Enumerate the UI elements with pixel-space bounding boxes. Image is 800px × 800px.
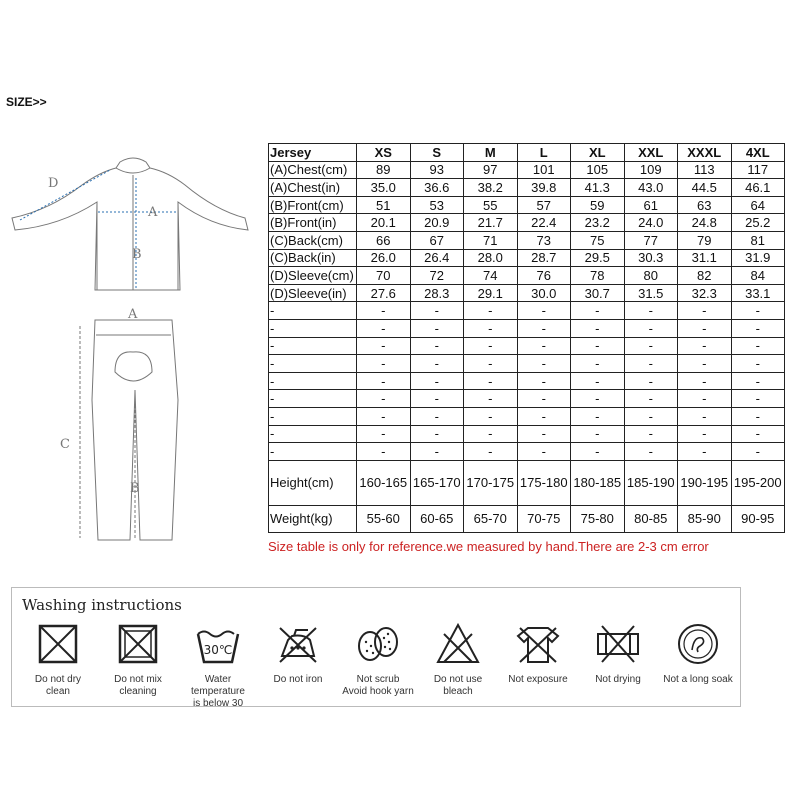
jersey-measure-lines	[20, 170, 178, 288]
table-cell: -	[678, 425, 732, 443]
table-cell: -	[731, 407, 785, 425]
table-cell: -	[410, 355, 464, 373]
table-cell: -	[357, 302, 411, 320]
table-cell: 30.3	[624, 249, 678, 267]
washing-item	[258, 618, 338, 686]
table-cell: -	[357, 443, 411, 461]
table-cell: -	[571, 337, 625, 355]
table-cell: -	[571, 425, 625, 443]
table-cell: 80-85	[624, 505, 678, 532]
table-cell: -	[624, 372, 678, 390]
table-cell: -	[678, 443, 732, 461]
table-cell: 31.1	[678, 249, 732, 267]
no-drying-icon	[594, 620, 642, 668]
table-cell: -	[517, 390, 571, 408]
height-row	[269, 460, 785, 505]
table-row	[269, 179, 785, 197]
table-cell: 72	[410, 267, 464, 285]
table-cell: 79	[678, 231, 732, 249]
table-cell: 70	[357, 267, 411, 285]
washing-item	[18, 618, 98, 698]
table-cell: 24.0	[624, 214, 678, 232]
table-cell: 73	[517, 231, 571, 249]
header-size: M	[464, 144, 518, 162]
row-label: -	[269, 407, 357, 425]
table-cell: -	[731, 337, 785, 355]
table-cell: 74	[464, 267, 518, 285]
table-cell: 90-95	[731, 505, 785, 532]
row-label: (A)Chest(in)	[269, 179, 357, 197]
table-row	[269, 249, 785, 267]
table-cell: -	[624, 319, 678, 337]
header-size: XL	[571, 144, 625, 162]
table-cell: 38.2	[464, 179, 518, 197]
row-label: (C)Back(cm)	[269, 231, 357, 249]
row-label: (B)Front(cm)	[269, 196, 357, 214]
table-cell: -	[678, 372, 732, 390]
table-cell: 41.3	[571, 179, 625, 197]
table-cell: 117	[731, 161, 785, 179]
table-cell: 61	[624, 196, 678, 214]
table-cell: -	[678, 337, 732, 355]
table-cell: 170-175	[464, 460, 518, 505]
table-cell: 28.0	[464, 249, 518, 267]
row-label: Weight(kg)	[269, 505, 357, 532]
table-cell: 75	[571, 231, 625, 249]
washing-item	[658, 618, 738, 686]
table-cell: 36.6	[410, 179, 464, 197]
table-cell: -	[464, 390, 518, 408]
table-cell: 28.7	[517, 249, 571, 267]
header-size: XS	[357, 144, 411, 162]
table-cell: -	[464, 355, 518, 373]
table-cell: 21.7	[464, 214, 518, 232]
table-cell: -	[464, 425, 518, 443]
table-cell: 60-65	[410, 505, 464, 532]
table-cell: 23.2	[571, 214, 625, 232]
table-cell: -	[731, 302, 785, 320]
no-scrub-icon	[354, 620, 402, 668]
table-cell: 32.3	[678, 284, 732, 302]
table-cell: -	[517, 319, 571, 337]
garment-figure	[0, 140, 265, 560]
table-row	[269, 161, 785, 179]
table-cell: -	[731, 425, 785, 443]
table-cell: 26.0	[357, 249, 411, 267]
washing-label: Do not dry clean	[34, 674, 82, 697]
pants-measure-lines	[80, 326, 135, 538]
table-cell: -	[571, 355, 625, 373]
table-cell: 29.5	[571, 249, 625, 267]
table-cell: 51	[357, 196, 411, 214]
table-cell: -	[517, 355, 571, 373]
table-cell: 53	[410, 196, 464, 214]
table-cell: 195-200	[731, 460, 785, 505]
table-cell: 180-185	[571, 460, 625, 505]
table-row	[269, 425, 785, 443]
table-cell: -	[464, 372, 518, 390]
table-cell: -	[410, 425, 464, 443]
table-row	[269, 337, 785, 355]
washing-label: Not a long soak	[663, 674, 733, 685]
table-cell: 43.0	[624, 179, 678, 197]
table-cell: 55-60	[357, 505, 411, 532]
table-row	[269, 319, 785, 337]
weight-row	[269, 505, 785, 532]
washing-label: Water temperature is below 30	[191, 674, 245, 709]
table-cell: -	[624, 425, 678, 443]
table-cell: 35.0	[357, 179, 411, 197]
table-cell: -	[678, 302, 732, 320]
table-cell: -	[357, 407, 411, 425]
table-cell: -	[571, 407, 625, 425]
no-bleach-icon	[434, 620, 482, 668]
table-cell: -	[678, 319, 732, 337]
table-cell: 20.1	[357, 214, 411, 232]
table-cell: 70-75	[517, 505, 571, 532]
table-cell: 57	[517, 196, 571, 214]
table-cell: -	[731, 319, 785, 337]
table-row	[269, 196, 785, 214]
label-b: B	[132, 247, 142, 262]
table-cell: -	[624, 443, 678, 461]
label-d: D	[48, 176, 59, 191]
table-cell: -	[624, 355, 678, 373]
table-cell: -	[410, 390, 464, 408]
table-cell: 44.5	[678, 179, 732, 197]
table-cell: -	[731, 390, 785, 408]
washing-item	[578, 618, 658, 686]
table-cell: 80	[624, 267, 678, 285]
washing-item	[418, 618, 498, 698]
table-cell: -	[624, 407, 678, 425]
header-size: XXL	[624, 144, 678, 162]
table-cell: -	[517, 443, 571, 461]
table-cell: -	[464, 337, 518, 355]
washing-label: Do not iron	[273, 674, 323, 685]
header-size: S	[410, 144, 464, 162]
table-cell: -	[731, 355, 785, 373]
row-label: (B)Front(in)	[269, 214, 357, 232]
svg-text:30℃: 30℃	[203, 643, 233, 657]
table-cell: 78	[571, 267, 625, 285]
table-row	[269, 302, 785, 320]
table-cell: -	[678, 355, 732, 373]
table-cell: 20.9	[410, 214, 464, 232]
table-cell: 85-90	[678, 505, 732, 532]
table-cell: -	[357, 390, 411, 408]
table-row	[269, 355, 785, 373]
table-cell: 105	[571, 161, 625, 179]
table-cell: 65-70	[464, 505, 518, 532]
table-cell: 26.4	[410, 249, 464, 267]
table-cell: 28.3	[410, 284, 464, 302]
row-label: (D)Sleeve(cm)	[269, 267, 357, 285]
table-cell: -	[678, 407, 732, 425]
table-cell: -	[731, 443, 785, 461]
table-cell: 81	[731, 231, 785, 249]
table-cell: 101	[517, 161, 571, 179]
pants-label-a: A	[128, 307, 138, 322]
table-cell: 55	[464, 196, 518, 214]
table-cell: -	[464, 407, 518, 425]
table-cell: -	[571, 443, 625, 461]
table-row	[269, 214, 785, 232]
table-cell: 76	[517, 267, 571, 285]
no-long-soak-icon	[674, 620, 722, 668]
table-row	[269, 443, 785, 461]
table-cell: 39.8	[517, 179, 571, 197]
no-iron-icon	[274, 620, 322, 668]
size-table	[268, 143, 785, 533]
row-label: -	[269, 302, 357, 320]
table-cell: 27.6	[357, 284, 411, 302]
row-label: -	[269, 443, 357, 461]
table-cell: -	[464, 319, 518, 337]
no-dry-clean-icon	[34, 620, 82, 668]
table-cell: -	[517, 302, 571, 320]
row-label: (C)Back(in)	[269, 249, 357, 267]
washing-label: Not exposure	[508, 674, 568, 685]
row-label: -	[269, 425, 357, 443]
table-cell: 63	[678, 196, 732, 214]
table-cell: -	[357, 425, 411, 443]
table-cell: 31.9	[731, 249, 785, 267]
table-cell: -	[517, 372, 571, 390]
table-cell: 190-195	[678, 460, 732, 505]
table-cell: 22.4	[517, 214, 571, 232]
table-cell: 89	[357, 161, 411, 179]
table-cell: -	[517, 407, 571, 425]
table-cell: 25.2	[731, 214, 785, 232]
garment-diagram	[0, 140, 265, 560]
pants-label-b: B	[130, 481, 140, 496]
table-cell: -	[410, 337, 464, 355]
table-cell: -	[357, 319, 411, 337]
table-cell: -	[410, 319, 464, 337]
no-mix-cleaning-icon	[114, 620, 162, 668]
table-cell: 29.1	[464, 284, 518, 302]
header-size: XXXL	[678, 144, 732, 162]
table-cell: 109	[624, 161, 678, 179]
table-row	[269, 390, 785, 408]
table-cell: 30.0	[517, 284, 571, 302]
washing-panel	[11, 587, 741, 707]
header-size: 4XL	[731, 144, 785, 162]
row-label: -	[269, 390, 357, 408]
table-cell: -	[517, 337, 571, 355]
washing-title: Washing instructions	[22, 596, 182, 614]
table-cell: -	[624, 337, 678, 355]
table-cell: -	[678, 390, 732, 408]
header-jersey: Jersey	[269, 144, 357, 162]
table-cell: 24.8	[678, 214, 732, 232]
row-label: -	[269, 319, 357, 337]
table-cell: 46.1	[731, 179, 785, 197]
table-cell: 66	[357, 231, 411, 249]
table-cell: 97	[464, 161, 518, 179]
table-cell: -	[571, 319, 625, 337]
table-cell: -	[410, 407, 464, 425]
row-label: (A)Chest(cm)	[269, 161, 357, 179]
row-label: -	[269, 372, 357, 390]
table-cell: 67	[410, 231, 464, 249]
size-label: SIZE>>	[6, 95, 47, 109]
washing-item	[98, 618, 178, 698]
table-cell: 31.5	[624, 284, 678, 302]
row-label: Height(cm)	[269, 460, 357, 505]
table-cell: -	[624, 302, 678, 320]
table-cell: -	[624, 390, 678, 408]
table-cell: 93	[410, 161, 464, 179]
table-cell: -	[410, 302, 464, 320]
row-label: -	[269, 355, 357, 373]
no-exposure-icon	[514, 620, 562, 668]
table-cell: 77	[624, 231, 678, 249]
table-cell: 84	[731, 267, 785, 285]
table-cell: -	[357, 355, 411, 373]
washing-label: Do not use bleach	[433, 674, 483, 697]
washing-item	[338, 618, 418, 698]
table-row	[269, 407, 785, 425]
washing-label: Do not mix cleaning	[114, 674, 162, 697]
table-cell: 160-165	[357, 460, 411, 505]
table-row	[269, 284, 785, 302]
washing-label: Not drying	[595, 674, 641, 685]
table-cell: -	[410, 443, 464, 461]
table-cell: 59	[571, 196, 625, 214]
row-label: (D)Sleeve(in)	[269, 284, 357, 302]
table-cell: -	[517, 425, 571, 443]
table-cell: -	[571, 372, 625, 390]
table-cell: -	[357, 337, 411, 355]
size-note: Size table is only for reference.we measured by hand.There are 2-3 cm error	[268, 539, 709, 554]
table-cell: -	[571, 390, 625, 408]
table-cell: 75-80	[571, 505, 625, 532]
table-cell: -	[464, 443, 518, 461]
washing-item	[498, 618, 578, 686]
table-cell: 175-180	[517, 460, 571, 505]
table-cell: 185-190	[624, 460, 678, 505]
row-label: -	[269, 337, 357, 355]
washing-item	[178, 618, 258, 710]
table-cell: 113	[678, 161, 732, 179]
table-cell: 64	[731, 196, 785, 214]
header-size: L	[517, 144, 571, 162]
table-cell: -	[571, 302, 625, 320]
table-header-row	[269, 144, 785, 162]
table-cell: 33.1	[731, 284, 785, 302]
table-row	[269, 231, 785, 249]
washing-label: Not scrub Avoid hook yarn	[342, 674, 414, 697]
wash-30-icon	[194, 620, 242, 668]
table-row	[269, 372, 785, 390]
table-cell: 82	[678, 267, 732, 285]
label-a: A	[148, 205, 158, 220]
table-cell: -	[410, 372, 464, 390]
table-cell: 165-170	[410, 460, 464, 505]
table-cell: -	[357, 372, 411, 390]
washing-items	[12, 618, 740, 709]
table-row	[269, 267, 785, 285]
table-cell: -	[464, 302, 518, 320]
table-cell: 30.7	[571, 284, 625, 302]
pants-label-c: C	[60, 437, 70, 452]
table-cell: -	[731, 372, 785, 390]
table-cell: 71	[464, 231, 518, 249]
